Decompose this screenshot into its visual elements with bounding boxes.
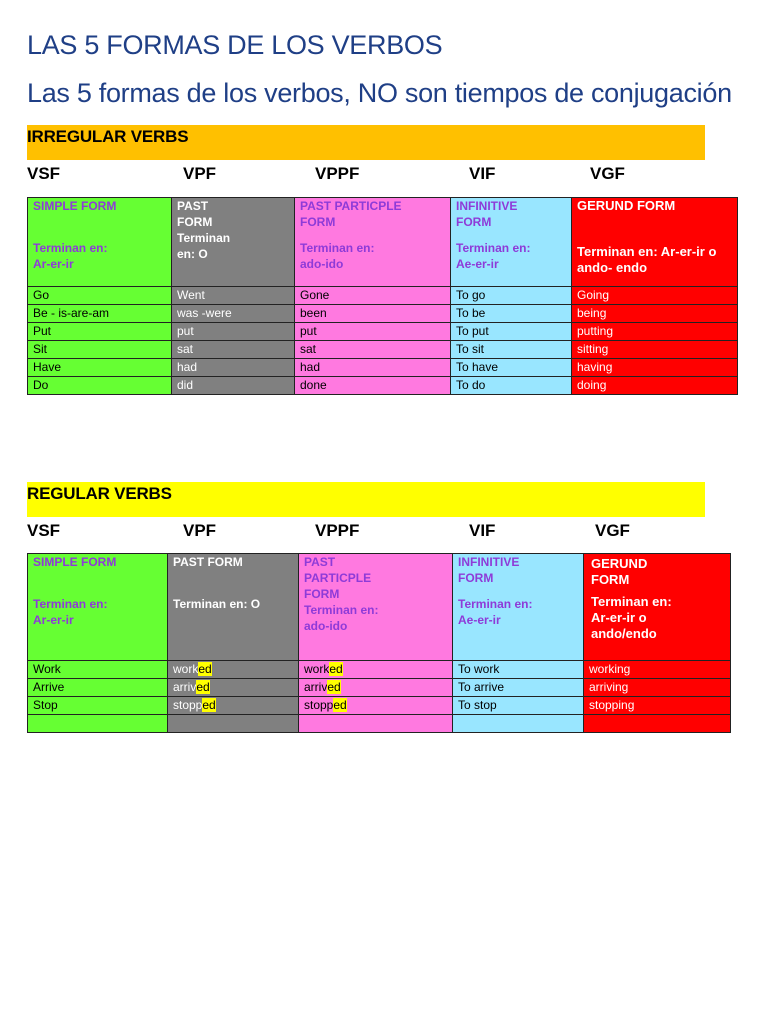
cell-simple: Do — [28, 377, 172, 395]
cell-infinitive: To do — [451, 377, 572, 395]
header-infinitive-form: INFINITIVE FORM Terminan en: Ae-er-ir — [451, 198, 572, 287]
abbr-vgf: VGF — [590, 164, 625, 183]
abbr-vgf: VGF — [595, 521, 630, 540]
cell-simple: Work — [28, 661, 168, 679]
cell-gerund — [584, 715, 731, 733]
cell-past — [168, 661, 299, 679]
cell-gerund: stopping — [584, 697, 731, 715]
irregular-verbs-heading: IRREGULAR VERBS — [27, 127, 189, 146]
cell-past-participle: put — [295, 323, 451, 341]
abbr-vif: VIF — [469, 521, 496, 540]
abbr-vif: VIF — [469, 164, 496, 183]
header-past-participle-form: PAST PARTICPLE FORM Terminan en: ado-ido — [295, 198, 451, 287]
abbr-vsf: VSF — [27, 521, 61, 540]
irregular-verbs-banner — [27, 125, 705, 160]
cell-simple: Stop — [28, 697, 168, 715]
table-header-row — [28, 198, 738, 287]
cell-gerund: sitting — [572, 341, 738, 359]
cell-infinitive: To arrive — [453, 679, 584, 697]
header-simple-form: SIMPLE FORM Terminan en: Ar-er-ir — [28, 554, 168, 661]
cell-past: did — [172, 377, 295, 395]
cell-gerund: arriving — [584, 679, 731, 697]
cell-past: was -were — [172, 305, 295, 323]
cell-past: put — [172, 323, 295, 341]
cell-infinitive: To stop — [453, 697, 584, 715]
regular-verbs-table — [27, 553, 731, 733]
pp-suffix-highlight: ed — [327, 680, 341, 694]
cell-gerund: putting — [572, 323, 738, 341]
cell-infinitive — [453, 715, 584, 733]
header-past-participle-form: PAST PARTICPLE FORM Terminan en: ado-ido — [299, 554, 453, 661]
table-row — [28, 679, 731, 697]
page-subtitle: Las 5 formas de los verbos, NO son tiempos de conjugación — [27, 78, 732, 108]
cell-simple: Have — [28, 359, 172, 377]
header-gerund-form: GERUND FORM Terminan en: Ar-er-ir o ando- endo — [572, 198, 738, 287]
cell-simple: Arrive — [28, 679, 168, 697]
pp-suffix-highlight: ed — [333, 698, 347, 712]
table-row — [28, 287, 738, 305]
abbr-vpf: VPF — [183, 521, 217, 540]
header-past-form: PAST FORM Terminan en: O — [172, 198, 295, 287]
cell-past: Went — [172, 287, 295, 305]
cell-infinitive: To put — [451, 323, 572, 341]
table-row — [28, 697, 731, 715]
pp-stem: work — [304, 662, 330, 676]
abbr-vpf: VPF — [183, 164, 217, 183]
cell-past-participle: done — [295, 377, 451, 395]
table-row — [28, 377, 738, 395]
cell-gerund: having — [572, 359, 738, 377]
cell-gerund: being — [572, 305, 738, 323]
cell-gerund: Going — [572, 287, 738, 305]
cell-simple — [28, 715, 168, 733]
cell-gerund: doing — [572, 377, 738, 395]
cell-past: had — [172, 359, 295, 377]
cell-past-participle — [299, 715, 453, 733]
cell-simple: Put — [28, 323, 172, 341]
cell-infinitive: To work — [453, 661, 584, 679]
abbr-vsf: VSF — [27, 164, 61, 183]
cell-gerund: working — [584, 661, 731, 679]
table-row — [28, 305, 738, 323]
table-header-row — [28, 554, 731, 661]
cell-past-participle: sat — [295, 341, 451, 359]
cell-past-participle: Gone — [295, 287, 451, 305]
cell-past-participle — [299, 661, 453, 679]
past-stem: arriv — [173, 680, 197, 694]
cell-past-participle: been — [295, 305, 451, 323]
cell-past-participle: had — [295, 359, 451, 377]
cell-infinitive: To be — [451, 305, 572, 323]
table-row — [28, 661, 731, 679]
cell-past — [168, 715, 299, 733]
table-row-empty — [28, 715, 731, 733]
table-row — [28, 341, 738, 359]
past-stem: stopp — [173, 698, 203, 712]
cell-simple: Be - is-are-am — [28, 305, 172, 323]
header-infinitive-form: INFINITIVE FORM Terminan en: Ae-er-ir — [453, 554, 584, 661]
cell-infinitive: To sit — [451, 341, 572, 359]
header-simple-form: SIMPLE FORM Terminan en: Ar-er-ir — [28, 198, 172, 287]
table-row — [28, 323, 738, 341]
regular-verbs-banner — [27, 482, 705, 517]
pp-suffix-highlight: ed — [329, 662, 343, 676]
cell-past — [168, 679, 299, 697]
irregular-verbs-table — [27, 197, 738, 395]
cell-past-participle — [299, 697, 453, 715]
abbr-vppf: VPPF — [315, 164, 360, 183]
cell-infinitive: To have — [451, 359, 572, 377]
cell-past — [168, 697, 299, 715]
regular-verbs-heading: REGULAR VERBS — [27, 484, 172, 503]
pp-stem: arriv — [304, 680, 328, 694]
past-suffix-highlight: ed — [202, 698, 216, 712]
cell-simple: Sit — [28, 341, 172, 359]
cell-past-participle — [299, 679, 453, 697]
header-past-form: PAST FORM Terminan en: O — [168, 554, 299, 661]
page-title: LAS 5 FORMAS DE LOS VERBOS — [27, 30, 443, 60]
header-gerund-form: GERUND FORM Terminan en: Ar-er-ir o ando/endo — [584, 554, 731, 661]
past-suffix-highlight: ed — [198, 662, 212, 676]
pp-stem: stopp — [304, 698, 334, 712]
past-stem: work — [173, 662, 199, 676]
table-row — [28, 359, 738, 377]
past-suffix-highlight: ed — [196, 680, 210, 694]
cell-infinitive: To go — [451, 287, 572, 305]
abbr-vppf: VPPF — [315, 521, 360, 540]
cell-past: sat — [172, 341, 295, 359]
cell-simple: Go — [28, 287, 172, 305]
